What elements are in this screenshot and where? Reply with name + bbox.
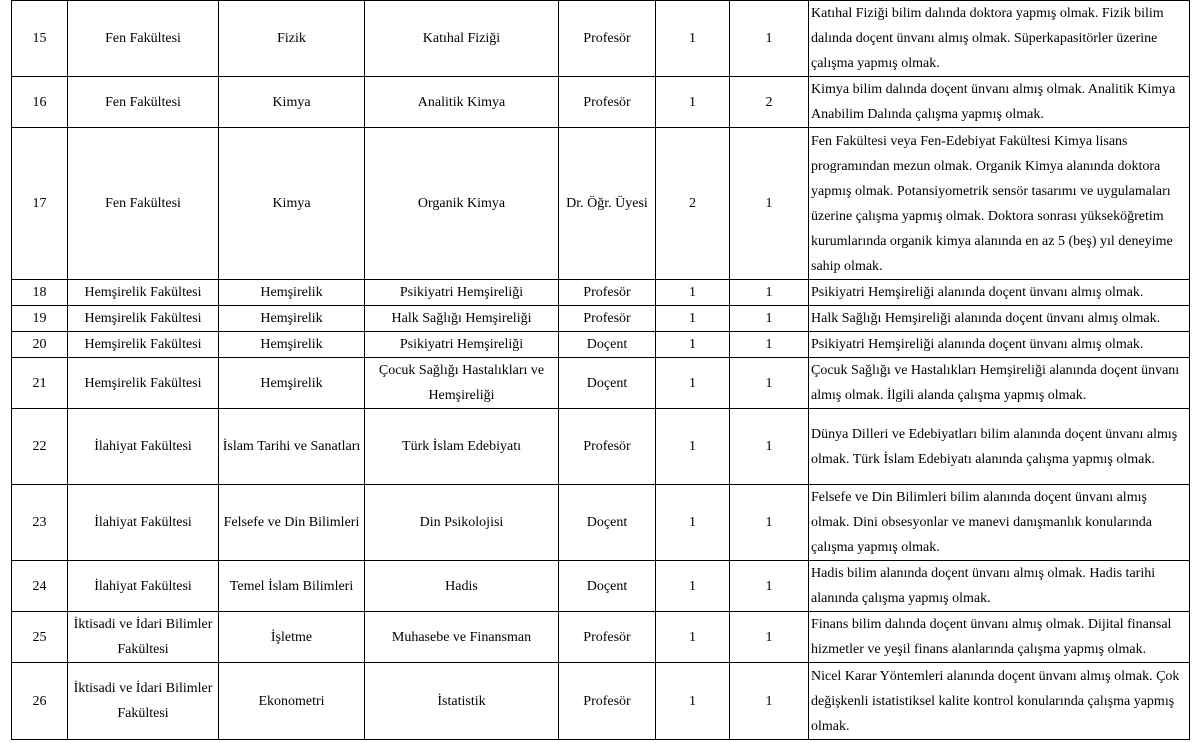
title-cell: Profesör bbox=[559, 77, 656, 128]
description-cell: Felsefe ve Din Bilimleri bilim alanında doçent ünvanı almış olmak. Dini obsesyonlar ve manevi danışmanlık konularında çalışma yapmış olmak. bbox=[809, 485, 1190, 561]
department-cell: Hemşirelik bbox=[219, 358, 365, 409]
row-number: 18 bbox=[12, 280, 68, 306]
title-cell: Doçent bbox=[559, 358, 656, 409]
department-cell: Ekonometri bbox=[219, 663, 365, 740]
table-row bbox=[12, 280, 1190, 306]
count-cell: 1 bbox=[730, 280, 809, 306]
field-cell: Psikiyatri Hemşireliği bbox=[365, 280, 559, 306]
description-cell: Kimya bilim dalında doçent ünvanı almış olmak. Analitik Kimya Anabilim Dalında çalışma yapmış olmak. bbox=[809, 77, 1190, 128]
table-row bbox=[12, 77, 1190, 128]
degree-cell: 1 bbox=[656, 280, 730, 306]
count-cell: 1 bbox=[730, 128, 809, 280]
table-row bbox=[12, 612, 1190, 663]
row-number: 23 bbox=[12, 485, 68, 561]
row-number: 15 bbox=[12, 1, 68, 77]
degree-cell: 1 bbox=[656, 77, 730, 128]
count-cell: 1 bbox=[730, 306, 809, 332]
table-row bbox=[12, 306, 1190, 332]
count-cell: 2 bbox=[730, 77, 809, 128]
table-row bbox=[12, 128, 1190, 280]
table-row bbox=[12, 1, 1190, 77]
description-cell: Fen Fakültesi veya Fen-Edebiyat Fakültesi Kimya lisans programından mezun olmak. Organik Kimya alanında doktora yapmış olmak. Potansiyometrik sensör tasarımı ve uygulamaları üzerine çalışma yapmış olmak. Doktora sonrası yükseköğretim kurumlarında organik kimya alanında en az 5 (beş) yıl deneyime sahip olmak. bbox=[809, 128, 1190, 280]
field-cell: Analitik Kimya bbox=[365, 77, 559, 128]
faculty-cell: Hemşirelik Fakültesi bbox=[68, 280, 219, 306]
field-cell: Hadis bbox=[365, 561, 559, 612]
faculty-cell: İlahiyat Fakültesi bbox=[68, 409, 219, 485]
degree-cell: 1 bbox=[656, 409, 730, 485]
department-cell: Fizik bbox=[219, 1, 365, 77]
description-cell: Nicel Karar Yöntemleri alanında doçent ünvanı almış olmak. Çok değişkenli istatistiksel kalite kontrol konularında çalışma yapmış olmak. bbox=[809, 663, 1190, 740]
field-cell: Muhasebe ve Finansman bbox=[365, 612, 559, 663]
degree-cell: 1 bbox=[656, 1, 730, 77]
title-cell: Profesör bbox=[559, 663, 656, 740]
row-number: 24 bbox=[12, 561, 68, 612]
department-cell: Temel İslam Bilimleri bbox=[219, 561, 365, 612]
field-cell: Türk İslam Edebiyatı bbox=[365, 409, 559, 485]
department-cell: Hemşirelik bbox=[219, 306, 365, 332]
field-cell: Organik Kimya bbox=[365, 128, 559, 280]
table-row bbox=[12, 485, 1190, 561]
department-cell: Kimya bbox=[219, 77, 365, 128]
count-cell: 1 bbox=[730, 561, 809, 612]
degree-cell: 1 bbox=[656, 612, 730, 663]
count-cell: 1 bbox=[730, 358, 809, 409]
positions-table bbox=[11, 0, 1190, 740]
title-cell: Doçent bbox=[559, 332, 656, 358]
table-row bbox=[12, 409, 1190, 485]
faculty-cell: Hemşirelik Fakültesi bbox=[68, 332, 219, 358]
field-cell: Din Psikolojisi bbox=[365, 485, 559, 561]
positions-table-body bbox=[12, 1, 1190, 740]
faculty-cell: Fen Fakültesi bbox=[68, 128, 219, 280]
description-cell: Çocuk Sağlığı ve Hastalıkları Hemşireliği alanında doçent ünvanı almış olmak. İlgili alanda çalışma yapmış olmak. bbox=[809, 358, 1190, 409]
description-cell: Psikiyatri Hemşireliği alanında doçent ünvanı almış olmak. bbox=[809, 332, 1190, 358]
description-cell: Katıhal Fiziği bilim dalında doktora yapmış olmak. Fizik bilim dalında doçent ünvanı almış olmak. Süperkapasitörler üzerine çalışma yapmış olmak. bbox=[809, 1, 1190, 77]
degree-cell: 1 bbox=[656, 561, 730, 612]
department-cell: Hemşirelik bbox=[219, 332, 365, 358]
count-cell: 1 bbox=[730, 1, 809, 77]
department-cell: Hemşirelik bbox=[219, 280, 365, 306]
department-cell: Felsefe ve Din Bilimleri bbox=[219, 485, 365, 561]
degree-cell: 1 bbox=[656, 663, 730, 740]
row-number: 26 bbox=[12, 663, 68, 740]
title-cell: Doçent bbox=[559, 561, 656, 612]
degree-cell: 1 bbox=[656, 306, 730, 332]
title-cell: Dr. Öğr. Üyesi bbox=[559, 128, 656, 280]
title-cell: Profesör bbox=[559, 306, 656, 332]
count-cell: 1 bbox=[730, 485, 809, 561]
description-cell: Finans bilim dalında doçent ünvanı almış olmak. Dijital finansal hizmetler ve yeşil finans alanlarında çalışma yapmış olmak. bbox=[809, 612, 1190, 663]
count-cell: 1 bbox=[730, 663, 809, 740]
table-row bbox=[12, 663, 1190, 740]
field-cell: Katıhal Fiziği bbox=[365, 1, 559, 77]
degree-cell: 1 bbox=[656, 332, 730, 358]
title-cell: Doçent bbox=[559, 485, 656, 561]
faculty-cell: Hemşirelik Fakültesi bbox=[68, 358, 219, 409]
row-number: 17 bbox=[12, 128, 68, 280]
field-cell: Halk Sağlığı Hemşireliği bbox=[365, 306, 559, 332]
count-cell: 1 bbox=[730, 332, 809, 358]
title-cell: Profesör bbox=[559, 612, 656, 663]
row-number: 20 bbox=[12, 332, 68, 358]
faculty-cell: Fen Fakültesi bbox=[68, 1, 219, 77]
faculty-cell: İktisadi ve İdari Bilimler Fakültesi bbox=[68, 612, 219, 663]
degree-cell: 2 bbox=[656, 128, 730, 280]
table-row bbox=[12, 358, 1190, 409]
faculty-cell: Hemşirelik Fakültesi bbox=[68, 306, 219, 332]
faculty-cell: Fen Fakültesi bbox=[68, 77, 219, 128]
description-cell: Hadis bilim alanında doçent ünvanı almış olmak. Hadis tarihi alanında çalışma yapmış olmak. bbox=[809, 561, 1190, 612]
row-number: 16 bbox=[12, 77, 68, 128]
title-cell: Profesör bbox=[559, 1, 656, 77]
field-cell: Çocuk Sağlığı Hastalıkları ve Hemşireliği bbox=[365, 358, 559, 409]
row-number: 22 bbox=[12, 409, 68, 485]
title-cell: Profesör bbox=[559, 280, 656, 306]
row-number: 25 bbox=[12, 612, 68, 663]
table-row bbox=[12, 332, 1190, 358]
department-cell: İslam Tarihi ve Sanatları bbox=[219, 409, 365, 485]
table-row bbox=[12, 561, 1190, 612]
department-cell: İşletme bbox=[219, 612, 365, 663]
field-cell: Psikiyatri Hemşireliği bbox=[365, 332, 559, 358]
count-cell: 1 bbox=[730, 612, 809, 663]
count-cell: 1 bbox=[730, 409, 809, 485]
description-cell: Psikiyatri Hemşireliği alanında doçent ünvanı almış olmak. bbox=[809, 280, 1190, 306]
faculty-cell: İlahiyat Fakültesi bbox=[68, 485, 219, 561]
faculty-cell: İktisadi ve İdari Bilimler Fakültesi bbox=[68, 663, 219, 740]
row-number: 21 bbox=[12, 358, 68, 409]
field-cell: İstatistik bbox=[365, 663, 559, 740]
department-cell: Kimya bbox=[219, 128, 365, 280]
row-number: 19 bbox=[12, 306, 68, 332]
description-cell: Halk Sağlığı Hemşireliği alanında doçent ünvanı almış olmak. bbox=[809, 306, 1190, 332]
title-cell: Profesör bbox=[559, 409, 656, 485]
degree-cell: 1 bbox=[656, 485, 730, 561]
degree-cell: 1 bbox=[656, 358, 730, 409]
faculty-cell: İlahiyat Fakültesi bbox=[68, 561, 219, 612]
description-cell: Dünya Dilleri ve Edebiyatları bilim alanında doçent ünvanı almış olmak. Türk İslam Edebiyatı alanında çalışma yapmış olmak. bbox=[809, 409, 1190, 485]
